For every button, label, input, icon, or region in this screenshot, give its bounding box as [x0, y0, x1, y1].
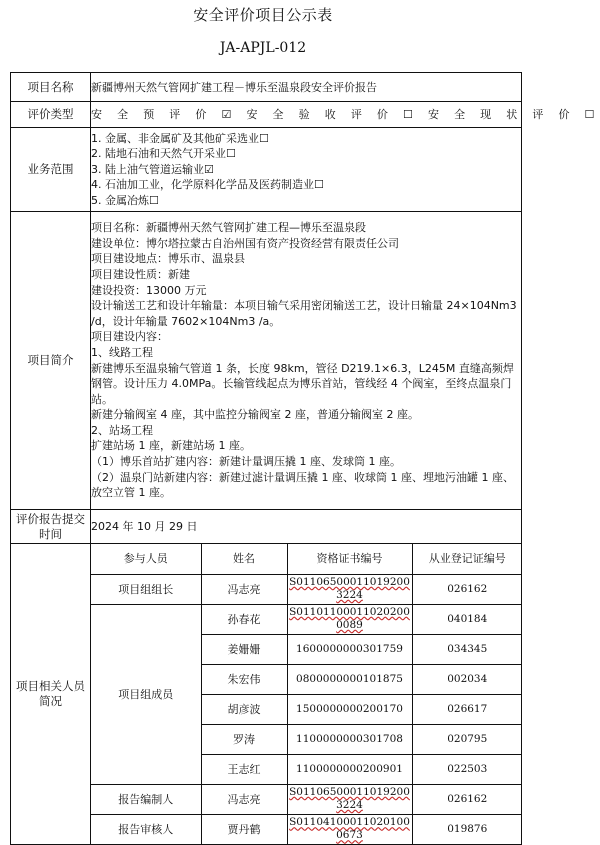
scope-item-2: 2. 陆地石油和天然气开采业☐	[91, 147, 236, 161]
intro-line-10: 新建分输阀室 4 座，其中监控分输阀室 2 座，普通分输阀室 2 座。	[91, 408, 419, 422]
business-scope-list	[91, 128, 522, 212]
compiler-role: 报告编制人	[91, 784, 201, 814]
intro-line-3: 项目建设地点：博乐市、温泉县	[91, 252, 245, 266]
table-row	[91, 814, 522, 844]
project-intro-label: 项目简介	[11, 212, 91, 510]
scope-item-5: 5. 金属冶炼☐	[91, 193, 159, 207]
member-reg: 020795	[412, 724, 522, 754]
member-name: 罗涛	[201, 724, 287, 754]
compiler-cert: S011065000110192003224	[287, 784, 412, 814]
intro-line-14: （2）温泉门站新建内容：新建过滤计量调压撬 1 座、收球筒 1 座、埋地污油罐 1 座、放空立管 1 座。	[91, 470, 514, 500]
intro-line-11: 2、站场工程	[91, 423, 153, 437]
project-name-value: 新疆博州天然气管网扩建工程－博乐至温泉段安全评价报告	[91, 73, 522, 102]
intro-line-5: 建设投资：13000 万元	[91, 283, 207, 297]
member-cert: S011011000110202000089	[287, 604, 412, 634]
intro-line-7: 项目建设内容：	[91, 330, 168, 344]
row-project-name	[11, 73, 522, 102]
scope-item-3: 3. 陆上油气管道运输业☑	[91, 162, 214, 176]
scope-item-4: 4. 石油加工业，化学原料化学品及医药制造业☐	[91, 178, 324, 192]
reviewer-name: 贾丹鹤	[201, 814, 287, 844]
table-row	[91, 784, 522, 814]
project-name-label: 项目名称	[11, 73, 91, 102]
intro-line-1: 项目名称：新疆博州天然气管网扩建工程—博乐至温泉段	[91, 221, 366, 235]
intro-line-13: （1）博乐首站扩建内容：新建计量调压撬 1 座、发球筒 1 座。	[91, 455, 401, 469]
document-title: 安全评价项目公示表	[193, 6, 333, 24]
member-cert: 1600000000301759	[287, 634, 412, 664]
reviewer-reg: 019876	[412, 814, 522, 844]
member-reg: 002034	[412, 664, 522, 694]
table-row	[91, 604, 522, 634]
main-table	[10, 72, 600, 845]
intro-line-2: 建设单位：博尔塔拉蒙古自治州国有资产投资经营有限责任公司	[91, 236, 399, 250]
header-role: 参与人员	[91, 544, 201, 574]
intro-line-12: 扩建站场 1 座，新建站场 1 座。	[91, 439, 251, 453]
member-cert: 0800000000101875	[287, 664, 412, 694]
row-business-scope	[11, 128, 522, 212]
leader-role: 项目组组长	[91, 574, 201, 604]
member-reg: 022503	[412, 754, 522, 784]
report-date-value: 2024 年 10 月 29 日	[91, 510, 522, 544]
member-name: 王志红	[201, 754, 287, 784]
eval-type-options: 安 全 预 评 价 ☑ 安 全 验 收 评 价 ☐ 安 全 现 状 评 价 ☐	[91, 108, 600, 121]
members-role: 项目组成员	[91, 604, 201, 784]
member-cert: 1100000000200901	[287, 754, 412, 784]
personnel-table	[91, 544, 522, 844]
row-eval-type	[11, 102, 522, 128]
personnel-cell	[91, 544, 522, 845]
leader-name: 冯志亮	[201, 574, 287, 604]
member-name: 朱宏伟	[201, 664, 287, 694]
member-reg: 034345	[412, 634, 522, 664]
intro-line-9: 新建博乐至温泉输气管道 1 条，长度 98km，管径 D219.1×6.3，L245M 直缝高频焊钢管。设计压力 4.0MPa。长输管线起点为博乐首站，管线经 4 个阀室，至终点温泉门站。	[91, 361, 514, 406]
table-row	[91, 574, 522, 604]
row-personnel	[11, 544, 522, 845]
intro-line-6: 设计输送工艺和设计年输量：本项目输气采用密闭输送工艺，设计日输量 24×104Nm3 /d，设计年输量 7602×104Nm3 /a。	[91, 299, 517, 328]
compiler-name: 冯志亮	[201, 784, 287, 814]
compiler-reg: 026162	[412, 784, 522, 814]
leader-reg: 026162	[412, 574, 522, 604]
eval-type-label: 评价类型	[11, 102, 91, 128]
member-reg: 040184	[412, 604, 522, 634]
header-name: 姓名	[201, 544, 287, 574]
intro-line-4: 项目建设性质：新建	[91, 267, 190, 281]
personnel-header-row	[91, 544, 522, 574]
header-reg: 从业登记证编号	[412, 544, 522, 574]
intro-line-8: 1、线路工程	[91, 345, 153, 359]
leader-cert: S011065000110192003224	[287, 574, 412, 604]
document-code: JA-APJL-012	[219, 40, 307, 56]
project-intro-text	[91, 212, 522, 510]
scope-item-1: 1. 金属、非金属矿及其他矿采选业☐	[91, 131, 269, 145]
report-date-label: 评价报告提交时间	[11, 510, 91, 544]
member-reg: 026617	[412, 694, 522, 724]
member-name: 孙春花	[201, 604, 287, 634]
header-cert: 资格证书编号	[287, 544, 412, 574]
reviewer-role: 报告审核人	[91, 814, 201, 844]
reviewer-cert: S011041000110201000673	[287, 814, 412, 844]
eval-type-value	[91, 102, 600, 128]
member-name: 姜姗姗	[201, 634, 287, 664]
row-project-intro	[11, 212, 522, 510]
personnel-label: 项目相关人员简况	[11, 544, 91, 845]
member-cert: 1100000000301708	[287, 724, 412, 754]
member-name: 胡彦波	[201, 694, 287, 724]
business-scope-label: 业务范围	[11, 128, 91, 212]
member-cert: 1500000000200170	[287, 694, 412, 724]
row-report-date	[11, 510, 522, 544]
